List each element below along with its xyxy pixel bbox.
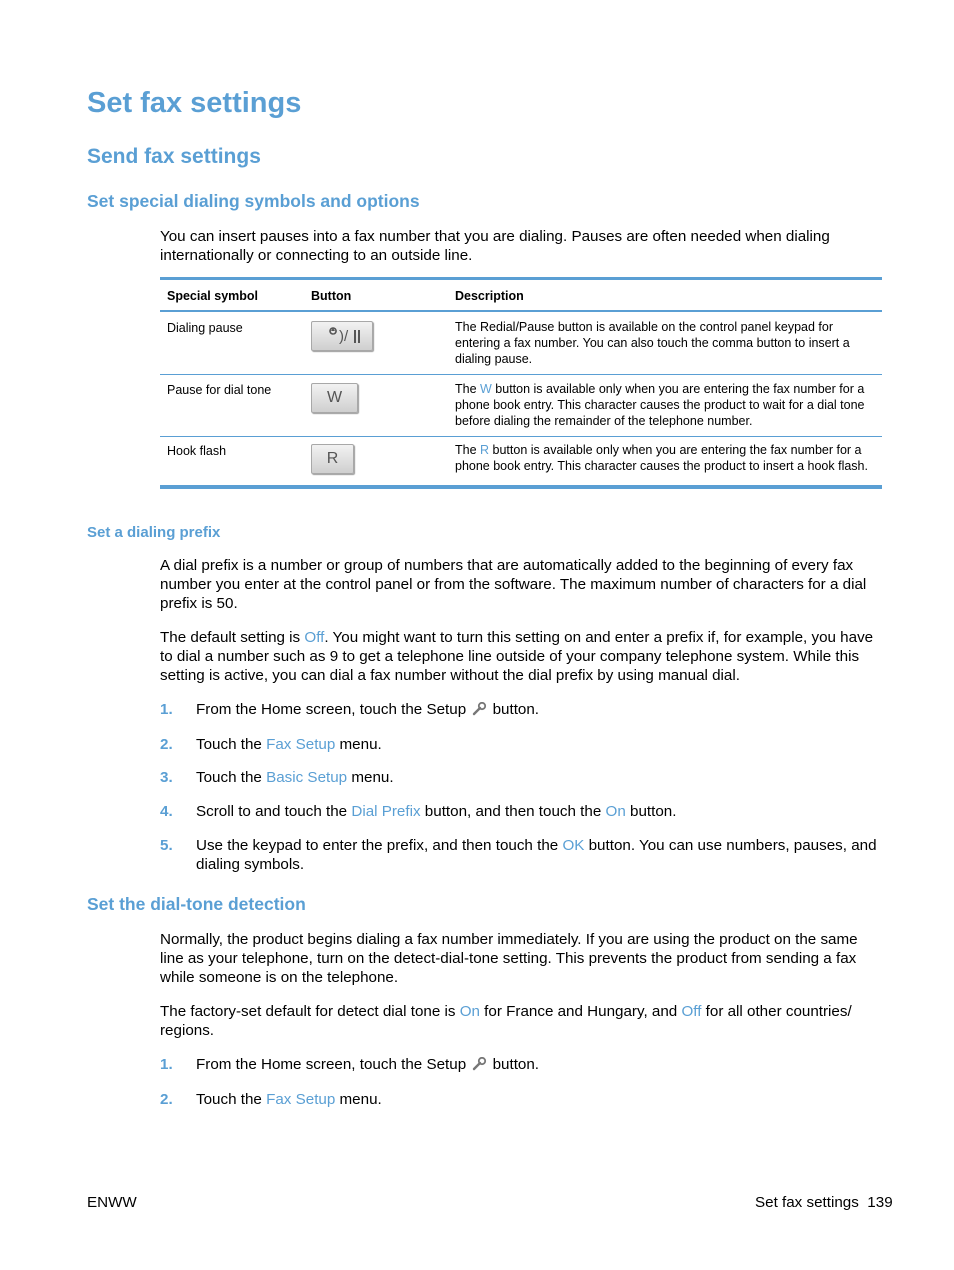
step-text-part: button. You can use numbers, pauses, and dialing symbols.: [196, 837, 877, 874]
para-text: for all other countries/ regions.: [160, 1003, 852, 1040]
step-text-part: From the Home screen, touch the Setup: [196, 701, 471, 718]
step-text-part: button, and then touch the: [420, 803, 606, 820]
special-symbols-heading: Set special dialing symbols and options: [87, 191, 420, 211]
basic-setup-menu-ref: Basic Setup: [266, 769, 348, 786]
dial-prefix-button-ref: Dial Prefix: [351, 803, 421, 820]
step-number: 2.: [160, 1091, 173, 1108]
fax-setup-menu-ref: Fax Setup: [266, 1091, 336, 1108]
dial-tone-detection-heading: Set the dial-tone detection: [87, 894, 306, 914]
step-text: [196, 836, 882, 874]
step-number: 1.: [160, 1056, 173, 1073]
step-number: 1.: [160, 701, 173, 718]
special-symbols-table: [160, 277, 882, 489]
step-text-part: Touch the: [196, 1091, 267, 1108]
header-button: Button: [311, 289, 352, 303]
setup-wrench-icon: [471, 702, 487, 716]
row-pause-dial-tone-symbol: Pause for dial tone: [167, 383, 272, 397]
table-top-rule: [160, 277, 882, 280]
step-number: 2.: [160, 736, 173, 753]
step-text-part: button.: [625, 803, 677, 820]
step-text: [196, 700, 882, 719]
row-separator: [160, 436, 882, 437]
on-button-ref: On: [605, 803, 626, 820]
step-text-part: Touch the: [196, 736, 267, 753]
redial-pause-icon: [312, 322, 372, 350]
on-setting-ref: On: [459, 1003, 480, 1020]
prefix-paragraph-2: [160, 628, 882, 686]
footer-section-title: Set fax settings: [755, 1194, 859, 1211]
footer-right: [755, 1194, 893, 1211]
table-bottom-rule: [160, 485, 882, 489]
svg-text:)/: )/: [339, 328, 349, 345]
desc-text: button is available only when you are entering the fax number for a phone book entry. This character causes the product to wait for a dial tone before dialing the remainder of the telephone number.: [455, 382, 865, 428]
step-text: [196, 768, 882, 787]
row-dialing-pause-description: The Redial/Pause button is available on the control panel keypad for entering a fax number. You can also touch the comma button to insert a dialing pause.: [455, 320, 850, 366]
step-text-part: menu.: [335, 1091, 382, 1108]
page-number: 139: [867, 1194, 893, 1211]
setup-wrench-icon: [471, 1057, 487, 1071]
off-setting-ref: Off: [304, 629, 325, 646]
redial-pause-button-image: [311, 321, 373, 351]
para-text: for France and Hungary, and: [479, 1003, 682, 1020]
page-title: Set fax settings: [87, 87, 302, 119]
row-hook-flash-symbol: Hook flash: [167, 444, 227, 458]
step-text-part: menu.: [335, 736, 382, 753]
row-pause-dial-tone-description: [455, 381, 879, 429]
para-text: The factory-set default for detect dial tone is: [160, 1003, 460, 1020]
footer-left: ENWW: [87, 1194, 137, 1211]
step-text: [196, 1090, 882, 1109]
para-text: . You might want to turn this setting on and enter a prefix if, for example, you have to dial a number such as 9 to get a telephone line outside of your company telephone system. While this setting is active, you can dial a fax number without the dial prefix by using manual dial.: [160, 629, 874, 685]
desc-text: The: [455, 443, 481, 457]
r-key-ref: R: [480, 443, 490, 457]
row-dialing-pause-symbol: Dialing pause: [167, 321, 243, 335]
step-text-part: Use the keypad to enter the prefix, and then touch the: [196, 837, 563, 854]
row-hook-flash-description: [455, 442, 879, 474]
dialtone-paragraph-2: [160, 1002, 882, 1040]
step-text-part: button.: [488, 1056, 540, 1073]
header-description: Description: [455, 289, 524, 303]
desc-text: button is available only when you are entering the fax number for a phone book entry. This character causes the product to insert a hook flash.: [455, 443, 868, 473]
desc-text: The: [455, 382, 481, 396]
prefix-paragraph-1: A dial prefix is a number or group of numbers that are automatically added to the beginning of every fax number you enter at the control panel or from the software. The maximum number of characters for a dial prefix is 50.: [160, 557, 867, 613]
section-heading: Send fax settings: [87, 145, 261, 168]
step-text-part: From the Home screen, touch the Setup: [196, 1056, 471, 1073]
row-separator: [160, 374, 882, 375]
table-header-rule: [160, 310, 882, 312]
r-button-image: R: [311, 444, 354, 474]
step-text-part: Scroll to and touch the: [196, 803, 352, 820]
step-text-part: Touch the: [196, 769, 267, 786]
w-key-ref: W: [480, 382, 492, 396]
step-text: [196, 735, 882, 754]
step-text: [196, 1055, 882, 1074]
step-text: [196, 802, 882, 821]
w-button-image: W: [311, 383, 358, 413]
special-intro: You can insert pauses into a fax number that you are dialing. Pauses are often needed when dialing internationally or connecting to an outside line.: [160, 228, 830, 265]
step-text-part: button.: [488, 701, 540, 718]
off-setting-ref: Off: [681, 1003, 702, 1020]
step-text-part: menu.: [347, 769, 394, 786]
header-special-symbol: Special symbol: [167, 289, 259, 303]
step-number: 4.: [160, 803, 173, 820]
fax-setup-menu-ref: Fax Setup: [266, 736, 336, 753]
step-number: 5.: [160, 837, 173, 854]
dialtone-paragraph-1: Normally, the product begins dialing a fax number immediately. If you are using the product on the same line as your telephone, turn on the detect-dial-tone setting. This prevents the product from sending a fax while someone is on the telephone.: [160, 931, 858, 987]
step-number: 3.: [160, 769, 173, 786]
ok-button-ref: OK: [562, 837, 585, 854]
dialing-prefix-heading: Set a dialing prefix: [87, 524, 221, 541]
para-text: The default setting is: [160, 629, 305, 646]
